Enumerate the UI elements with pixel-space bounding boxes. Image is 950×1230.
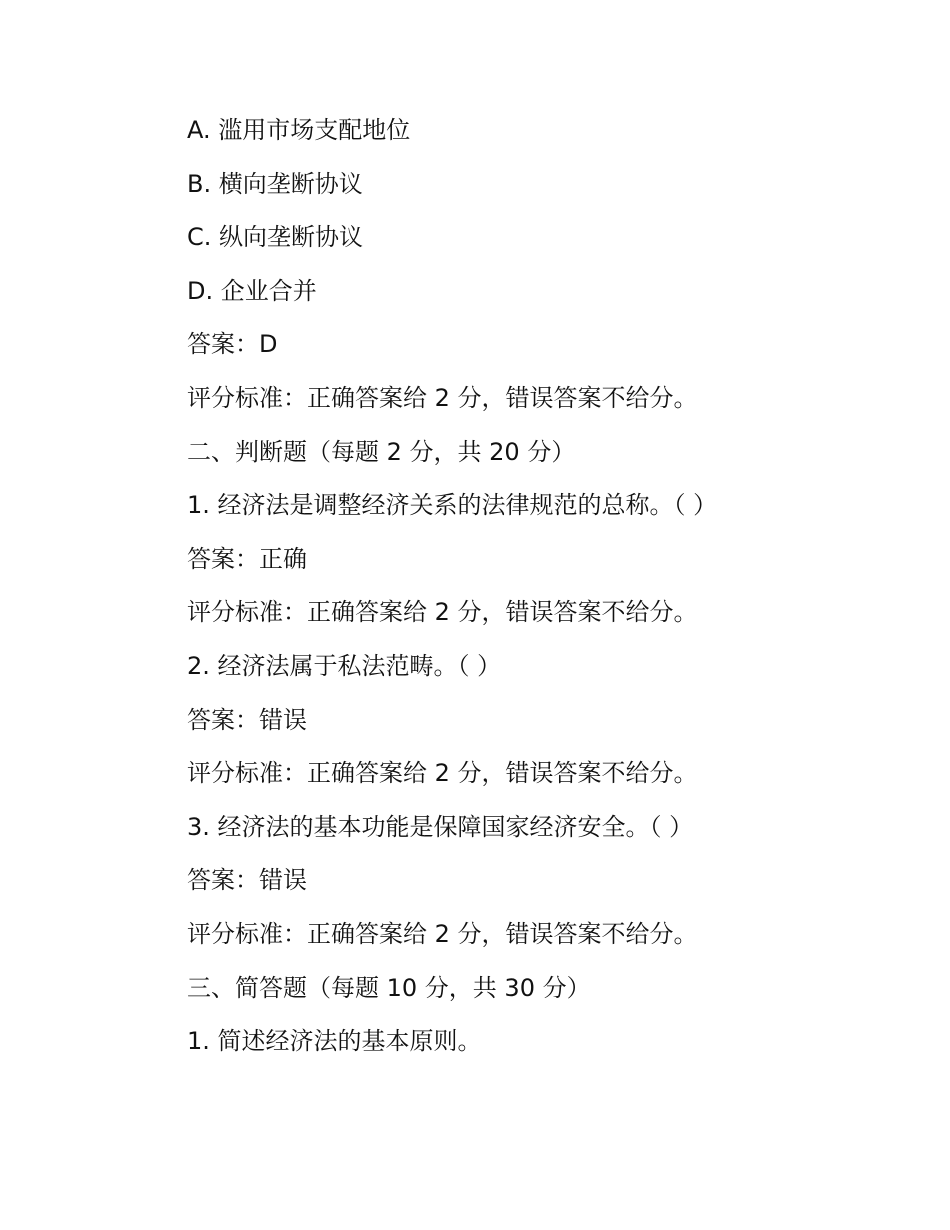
- scoring-standard-line: 评分标准：正确答案给 2 分，错误答案不给分。: [187, 919, 698, 948]
- answer-line: 答案：错误: [187, 705, 307, 734]
- section-heading-short-answer: 三、简答题（每题 10 分，共 30 分）: [187, 973, 591, 1002]
- scoring-standard-line: 评分标准：正确答案给 2 分，错误答案不给分。: [187, 598, 698, 627]
- document-body: [187, 110, 887, 1075]
- option-a: A. 滥用市场支配地位: [187, 116, 411, 144]
- question-2: 2. 经济法属于私法范畴。（ ）: [187, 651, 502, 680]
- answer-line: 答案：D: [187, 330, 278, 359]
- question-1: 1. 经济法是调整经济关系的法律规范的总称。（ ）: [187, 491, 718, 520]
- answer-line: 答案：错误: [187, 866, 307, 895]
- option-b: B. 横向垄断协议: [187, 169, 363, 198]
- short-answer-question-1: 1. 简述经济法的基本原则。: [187, 1027, 482, 1056]
- scoring-standard-line: 评分标准：正确答案给 2 分，错误答案不给分。: [187, 759, 698, 788]
- section-heading-true-false: 二、判断题（每题 2 分，共 20 分）: [187, 437, 576, 466]
- answer-line: 答案：正确: [187, 544, 307, 573]
- option-d: D. 企业合并: [187, 276, 317, 305]
- option-c: C. 纵向垄断协议: [187, 223, 364, 252]
- question-3: 3. 经济法的基本功能是保障国家经济安全。（ ）: [187, 812, 694, 841]
- scoring-standard-line: 评分标准：正确答案给 2 分，错误答案不给分。: [187, 383, 698, 412]
